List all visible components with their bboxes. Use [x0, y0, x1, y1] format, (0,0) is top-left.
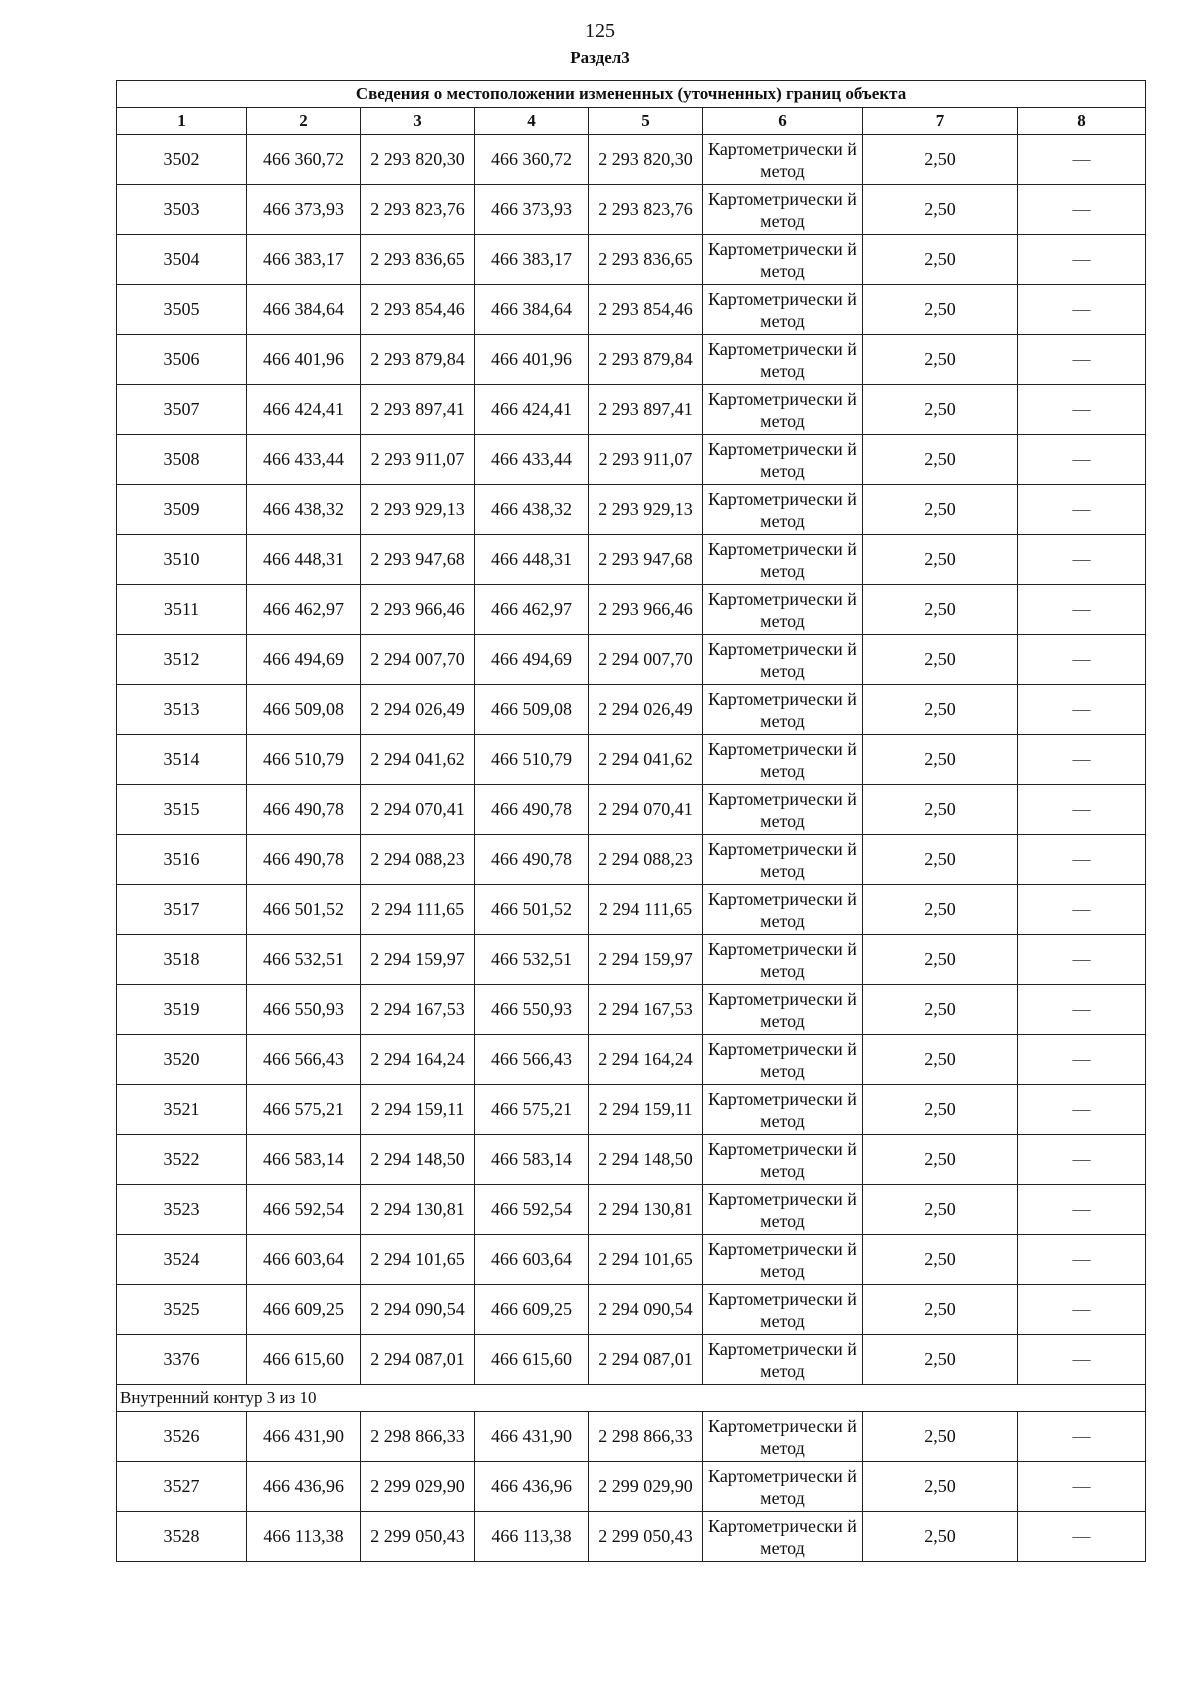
note-cell: — — [1018, 1512, 1146, 1562]
table-row — [117, 1135, 1146, 1185]
table-row — [117, 185, 1146, 235]
point-number-cell: 3508 — [117, 435, 247, 485]
method-cell: Картометрически й метод — [703, 335, 863, 385]
y-existing-cell: 2 294 167,53 — [361, 985, 475, 1035]
y-existing-cell: 2 299 050,43 — [361, 1512, 475, 1562]
point-number-cell: 3505 — [117, 285, 247, 335]
y-new-cell: 2 299 029,90 — [589, 1462, 703, 1512]
method-cell: Картометрически й метод — [703, 785, 863, 835]
note-cell: — — [1018, 1462, 1146, 1512]
note-cell: — — [1018, 185, 1146, 235]
note-cell: — — [1018, 1135, 1146, 1185]
y-new-cell: 2 293 879,84 — [589, 335, 703, 385]
y-existing-cell: 2 293 966,46 — [361, 585, 475, 635]
accuracy-cell: 2,50 — [863, 135, 1018, 185]
x-existing-cell: 466 494,69 — [247, 635, 361, 685]
note-cell: — — [1018, 1235, 1146, 1285]
y-new-cell: 2 293 836,65 — [589, 235, 703, 285]
x-existing-cell: 466 490,78 — [247, 785, 361, 835]
x-existing-cell: 466 373,93 — [247, 185, 361, 235]
point-number-cell: 3506 — [117, 335, 247, 385]
x-existing-cell: 466 433,44 — [247, 435, 361, 485]
method-cell: Картометрически й метод — [703, 235, 863, 285]
accuracy-cell: 2,50 — [863, 1185, 1018, 1235]
y-existing-cell: 2 294 159,97 — [361, 935, 475, 985]
y-new-cell: 2 294 167,53 — [589, 985, 703, 1035]
y-new-cell: 2 294 070,41 — [589, 785, 703, 835]
x-new-cell: 466 509,08 — [475, 685, 589, 735]
x-new-cell: 466 433,44 — [475, 435, 589, 485]
x-existing-cell: 466 566,43 — [247, 1035, 361, 1085]
x-existing-cell: 466 424,41 — [247, 385, 361, 435]
table-row — [117, 435, 1146, 485]
method-cell: Картометрически й метод — [703, 435, 863, 485]
method-cell: Картометрически й метод — [703, 1135, 863, 1185]
x-new-cell: 466 424,41 — [475, 385, 589, 435]
column-number-3: 3 — [361, 108, 475, 135]
y-existing-cell: 2 293 897,41 — [361, 385, 475, 435]
x-new-cell: 466 383,17 — [475, 235, 589, 285]
point-number-cell: 3527 — [117, 1462, 247, 1512]
column-number-4: 4 — [475, 108, 589, 135]
method-cell: Картометрически й метод — [703, 485, 863, 535]
y-new-cell: 2 293 820,30 — [589, 135, 703, 185]
x-new-cell: 466 490,78 — [475, 785, 589, 835]
x-new-cell: 466 603,64 — [475, 1235, 589, 1285]
accuracy-cell: 2,50 — [863, 435, 1018, 485]
x-new-cell: 466 575,21 — [475, 1085, 589, 1135]
accuracy-cell: 2,50 — [863, 1335, 1018, 1385]
accuracy-cell: 2,50 — [863, 735, 1018, 785]
y-existing-cell: 2 294 130,81 — [361, 1185, 475, 1235]
point-number-cell: 3528 — [117, 1512, 247, 1562]
table-row — [117, 385, 1146, 435]
x-new-cell: 466 609,25 — [475, 1285, 589, 1335]
x-existing-cell: 466 462,97 — [247, 585, 361, 635]
y-existing-cell: 2 293 929,13 — [361, 485, 475, 535]
table-row — [117, 235, 1146, 285]
note-cell: — — [1018, 635, 1146, 685]
accuracy-cell: 2,50 — [863, 835, 1018, 885]
table-title: Сведения о местоположении измененных (уточненных) границ объекта — [117, 81, 1146, 108]
table-row — [117, 985, 1146, 1035]
x-new-cell: 466 438,32 — [475, 485, 589, 535]
y-new-cell: 2 294 159,97 — [589, 935, 703, 985]
point-number-cell: 3376 — [117, 1335, 247, 1385]
table-row — [117, 585, 1146, 635]
accuracy-cell: 2,50 — [863, 1235, 1018, 1285]
method-cell: Картометрически й метод — [703, 1412, 863, 1462]
method-cell: Картометрически й метод — [703, 685, 863, 735]
x-new-cell: 466 501,52 — [475, 885, 589, 935]
method-cell: Картометрически й метод — [703, 1285, 863, 1335]
y-new-cell: 2 293 911,07 — [589, 435, 703, 485]
y-existing-cell: 2 294 164,24 — [361, 1035, 475, 1085]
table-row — [117, 935, 1146, 985]
y-existing-cell: 2 294 159,11 — [361, 1085, 475, 1135]
y-new-cell: 2 294 041,62 — [589, 735, 703, 785]
y-new-cell: 2 293 897,41 — [589, 385, 703, 435]
x-existing-cell: 466 431,90 — [247, 1412, 361, 1462]
y-existing-cell: 2 294 070,41 — [361, 785, 475, 835]
y-existing-cell: 2 294 041,62 — [361, 735, 475, 785]
x-existing-cell: 466 436,96 — [247, 1462, 361, 1512]
accuracy-cell: 2,50 — [863, 785, 1018, 835]
y-new-cell: 2 293 947,68 — [589, 535, 703, 585]
x-new-cell: 466 384,64 — [475, 285, 589, 335]
table-row — [117, 1412, 1146, 1462]
method-cell: Картометрически й метод — [703, 635, 863, 685]
y-new-cell: 2 294 164,24 — [589, 1035, 703, 1085]
x-new-cell: 466 566,43 — [475, 1035, 589, 1085]
method-cell: Картометрически й метод — [703, 885, 863, 935]
x-existing-cell: 466 383,17 — [247, 235, 361, 285]
point-number-cell: 3523 — [117, 1185, 247, 1235]
method-cell: Картометрически й метод — [703, 1035, 863, 1085]
point-number-cell: 3521 — [117, 1085, 247, 1135]
x-new-cell: 466 373,93 — [475, 185, 589, 235]
column-number-1: 1 — [117, 108, 247, 135]
method-cell: Картометрически й метод — [703, 185, 863, 235]
accuracy-cell: 2,50 — [863, 935, 1018, 985]
point-number-cell: 3518 — [117, 935, 247, 985]
y-existing-cell: 2 294 148,50 — [361, 1135, 475, 1185]
table-row — [117, 135, 1146, 185]
note-cell: — — [1018, 335, 1146, 385]
point-number-cell: 3512 — [117, 635, 247, 685]
note-cell: — — [1018, 685, 1146, 735]
accuracy-cell: 2,50 — [863, 685, 1018, 735]
x-new-cell: 466 490,78 — [475, 835, 589, 885]
column-number-8: 8 — [1018, 108, 1146, 135]
point-number-cell: 3517 — [117, 885, 247, 935]
method-cell: Картометрически й метод — [703, 1235, 863, 1285]
note-cell: — — [1018, 135, 1146, 185]
y-new-cell: 2 294 148,50 — [589, 1135, 703, 1185]
accuracy-cell: 2,50 — [863, 535, 1018, 585]
table-row — [117, 535, 1146, 585]
y-new-cell: 2 293 929,13 — [589, 485, 703, 535]
y-new-cell: 2 294 087,01 — [589, 1335, 703, 1385]
y-new-cell: 2 293 854,46 — [589, 285, 703, 335]
x-new-cell: 466 532,51 — [475, 935, 589, 985]
y-new-cell: 2 294 111,65 — [589, 885, 703, 935]
accuracy-cell: 2,50 — [863, 1135, 1018, 1185]
y-existing-cell: 2 294 101,65 — [361, 1235, 475, 1285]
y-new-cell: 2 294 159,11 — [589, 1085, 703, 1135]
method-cell: Картометрически й метод — [703, 1335, 863, 1385]
x-existing-cell: 466 609,25 — [247, 1285, 361, 1335]
y-existing-cell: 2 293 911,07 — [361, 435, 475, 485]
method-cell: Картометрически й метод — [703, 135, 863, 185]
accuracy-cell: 2,50 — [863, 185, 1018, 235]
column-number-7: 7 — [863, 108, 1018, 135]
x-new-cell: 466 583,14 — [475, 1135, 589, 1185]
y-new-cell: 2 294 026,49 — [589, 685, 703, 735]
page-number: 125 — [585, 20, 615, 42]
x-existing-cell: 466 448,31 — [247, 535, 361, 585]
method-cell: Картометрически й метод — [703, 835, 863, 885]
point-number-cell: 3526 — [117, 1412, 247, 1462]
note-cell: — — [1018, 1085, 1146, 1135]
accuracy-cell: 2,50 — [863, 385, 1018, 435]
note-cell: — — [1018, 985, 1146, 1035]
y-existing-cell: 2 293 854,46 — [361, 285, 475, 335]
point-number-cell: 3519 — [117, 985, 247, 1035]
x-existing-cell: 466 438,32 — [247, 485, 361, 535]
table-row — [117, 635, 1146, 685]
x-existing-cell: 466 583,14 — [247, 1135, 361, 1185]
x-existing-cell: 466 615,60 — [247, 1335, 361, 1385]
x-existing-cell: 466 510,79 — [247, 735, 361, 785]
y-new-cell: 2 293 823,76 — [589, 185, 703, 235]
table-row — [117, 335, 1146, 385]
x-existing-cell: 466 113,38 — [247, 1512, 361, 1562]
table-row — [117, 285, 1146, 335]
x-new-cell: 466 436,96 — [475, 1462, 589, 1512]
table-row — [117, 1462, 1146, 1512]
point-number-cell: 3513 — [117, 685, 247, 735]
method-cell: Картометрически й метод — [703, 1085, 863, 1135]
point-number-cell: 3511 — [117, 585, 247, 635]
y-existing-cell: 2 293 836,65 — [361, 235, 475, 285]
x-existing-cell: 466 490,78 — [247, 835, 361, 885]
table-row — [117, 485, 1146, 535]
method-cell: Картометрически й метод — [703, 985, 863, 1035]
x-new-cell: 466 592,54 — [475, 1185, 589, 1235]
x-new-cell: 466 615,60 — [475, 1335, 589, 1385]
y-existing-cell: 2 294 088,23 — [361, 835, 475, 885]
method-cell: Картометрически й метод — [703, 935, 863, 985]
note-cell: — — [1018, 785, 1146, 835]
point-number-cell: 3507 — [117, 385, 247, 435]
column-number-2: 2 — [247, 108, 361, 135]
y-new-cell: 2 294 101,65 — [589, 1235, 703, 1285]
method-cell: Картометрически й метод — [703, 285, 863, 335]
table-row — [117, 1035, 1146, 1085]
table-row — [117, 735, 1146, 785]
y-existing-cell: 2 294 111,65 — [361, 885, 475, 935]
table-row — [117, 835, 1146, 885]
accuracy-cell: 2,50 — [863, 335, 1018, 385]
point-number-cell: 3502 — [117, 135, 247, 185]
x-new-cell: 466 462,97 — [475, 585, 589, 635]
note-cell: — — [1018, 1285, 1146, 1335]
x-existing-cell: 466 592,54 — [247, 1185, 361, 1235]
x-existing-cell: 466 550,93 — [247, 985, 361, 1035]
x-new-cell: 466 494,69 — [475, 635, 589, 685]
table-row — [117, 685, 1146, 735]
point-number-cell: 3504 — [117, 235, 247, 285]
note-cell: — — [1018, 235, 1146, 285]
note-cell: — — [1018, 935, 1146, 985]
method-cell: Картометрически й метод — [703, 1512, 863, 1562]
x-new-cell: 466 401,96 — [475, 335, 589, 385]
table-row — [117, 785, 1146, 835]
boundary-coordinates-table — [116, 80, 1146, 1562]
table-row — [117, 1285, 1146, 1335]
point-number-cell: 3515 — [117, 785, 247, 835]
method-cell: Картометрически й метод — [703, 1462, 863, 1512]
y-new-cell: 2 298 866,33 — [589, 1412, 703, 1462]
y-existing-cell: 2 298 866,33 — [361, 1412, 475, 1462]
method-cell: Картометрически й метод — [703, 585, 863, 635]
y-existing-cell: 2 294 026,49 — [361, 685, 475, 735]
x-new-cell: 466 113,38 — [475, 1512, 589, 1562]
note-cell: — — [1018, 1035, 1146, 1085]
method-cell: Картометрически й метод — [703, 735, 863, 785]
accuracy-cell: 2,50 — [863, 1412, 1018, 1462]
point-number-cell: 3525 — [117, 1285, 247, 1335]
y-existing-cell: 2 293 823,76 — [361, 185, 475, 235]
x-existing-cell: 466 501,52 — [247, 885, 361, 935]
y-existing-cell: 2 299 029,90 — [361, 1462, 475, 1512]
x-new-cell: 466 360,72 — [475, 135, 589, 185]
point-number-cell: 3520 — [117, 1035, 247, 1085]
point-number-cell: 3510 — [117, 535, 247, 585]
note-cell: — — [1018, 485, 1146, 535]
accuracy-cell: 2,50 — [863, 1085, 1018, 1135]
y-existing-cell: 2 294 007,70 — [361, 635, 475, 685]
y-new-cell: 2 293 966,46 — [589, 585, 703, 635]
note-cell: — — [1018, 385, 1146, 435]
table-row — [117, 1335, 1146, 1385]
accuracy-cell: 2,50 — [863, 1512, 1018, 1562]
y-new-cell: 2 294 007,70 — [589, 635, 703, 685]
x-new-cell: 466 448,31 — [475, 535, 589, 585]
table-row — [117, 1235, 1146, 1285]
table-row — [117, 885, 1146, 935]
note-cell: — — [1018, 535, 1146, 585]
accuracy-cell: 2,50 — [863, 1035, 1018, 1085]
point-number-cell: 3503 — [117, 185, 247, 235]
x-existing-cell: 466 509,08 — [247, 685, 361, 735]
x-existing-cell: 466 603,64 — [247, 1235, 361, 1285]
y-existing-cell: 2 294 087,01 — [361, 1335, 475, 1385]
method-cell: Картометрически й метод — [703, 1185, 863, 1235]
note-cell: — — [1018, 435, 1146, 485]
accuracy-cell: 2,50 — [863, 985, 1018, 1035]
point-number-cell: 3509 — [117, 485, 247, 535]
y-existing-cell: 2 293 879,84 — [361, 335, 475, 385]
x-existing-cell: 466 360,72 — [247, 135, 361, 185]
y-new-cell: 2 294 090,54 — [589, 1285, 703, 1335]
method-cell: Картометрически й метод — [703, 385, 863, 435]
y-new-cell: 2 294 130,81 — [589, 1185, 703, 1235]
accuracy-cell: 2,50 — [863, 885, 1018, 935]
note-cell: — — [1018, 1412, 1146, 1462]
contour-label: Внутренний контур 3 из 10 — [117, 1385, 1146, 1412]
x-existing-cell: 466 532,51 — [247, 935, 361, 985]
note-cell: — — [1018, 1335, 1146, 1385]
y-existing-cell: 2 293 820,30 — [361, 135, 475, 185]
accuracy-cell: 2,50 — [863, 585, 1018, 635]
section-title: Раздел3 — [570, 48, 630, 67]
note-cell: — — [1018, 735, 1146, 785]
column-number-6: 6 — [703, 108, 863, 135]
point-number-cell: 3524 — [117, 1235, 247, 1285]
x-existing-cell: 466 575,21 — [247, 1085, 361, 1135]
x-new-cell: 466 510,79 — [475, 735, 589, 785]
table-row — [117, 1085, 1146, 1135]
note-cell: — — [1018, 835, 1146, 885]
accuracy-cell: 2,50 — [863, 1285, 1018, 1335]
note-cell: — — [1018, 885, 1146, 935]
accuracy-cell: 2,50 — [863, 235, 1018, 285]
method-cell: Картометрически й метод — [703, 535, 863, 585]
x-new-cell: 466 550,93 — [475, 985, 589, 1035]
note-cell: — — [1018, 1185, 1146, 1235]
y-existing-cell: 2 293 947,68 — [361, 535, 475, 585]
y-new-cell: 2 294 088,23 — [589, 835, 703, 885]
column-number-row — [117, 108, 1146, 135]
y-existing-cell: 2 294 090,54 — [361, 1285, 475, 1335]
table-row — [117, 1185, 1146, 1235]
point-number-cell: 3514 — [117, 735, 247, 785]
accuracy-cell: 2,50 — [863, 635, 1018, 685]
point-number-cell: 3522 — [117, 1135, 247, 1185]
column-number-5: 5 — [589, 108, 703, 135]
x-existing-cell: 466 401,96 — [247, 335, 361, 385]
y-new-cell: 2 299 050,43 — [589, 1512, 703, 1562]
note-cell: — — [1018, 285, 1146, 335]
table-row — [117, 1512, 1146, 1562]
accuracy-cell: 2,50 — [863, 1462, 1018, 1512]
accuracy-cell: 2,50 — [863, 485, 1018, 535]
x-existing-cell: 466 384,64 — [247, 285, 361, 335]
contour-label-row — [117, 1385, 1146, 1412]
point-number-cell: 3516 — [117, 835, 247, 885]
accuracy-cell: 2,50 — [863, 285, 1018, 335]
table-body — [117, 135, 1146, 1562]
x-new-cell: 466 431,90 — [475, 1412, 589, 1462]
note-cell: — — [1018, 585, 1146, 635]
